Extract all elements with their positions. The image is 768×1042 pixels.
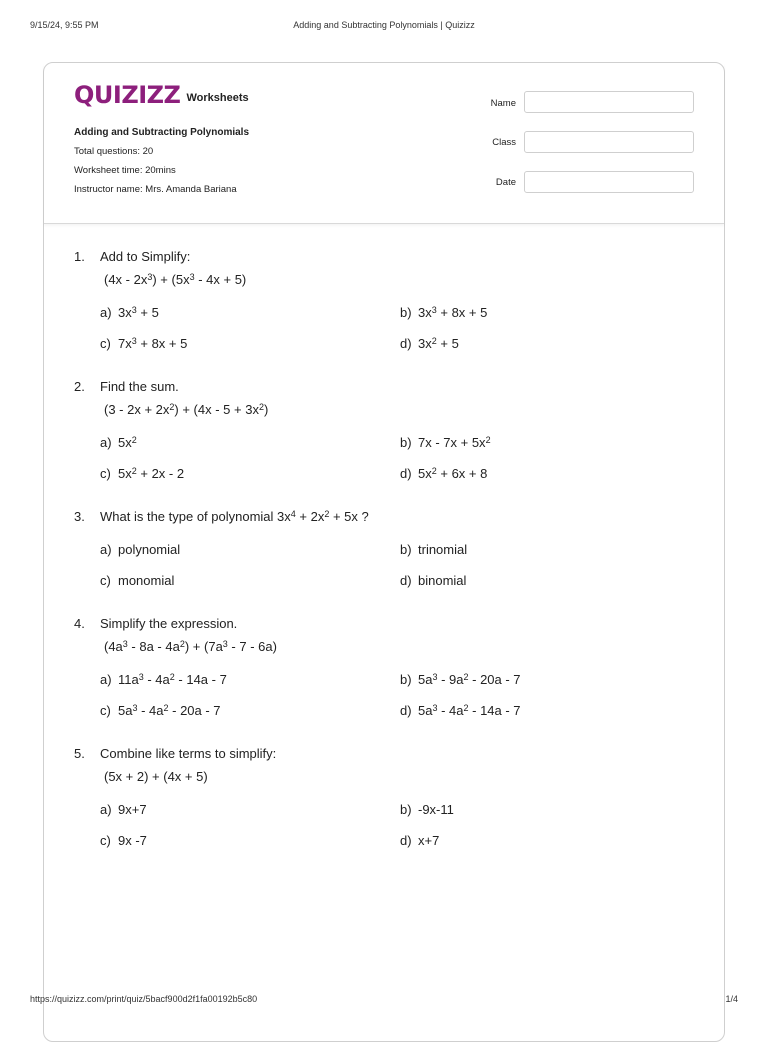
logo-subtitle: Worksheets xyxy=(186,92,249,104)
option-letter: d) xyxy=(400,703,412,718)
question-number: 2. xyxy=(74,379,85,394)
option-letter: b) xyxy=(400,802,412,817)
question-expression: $(3 - 2x + 2x^2) + (4x - 5 + 3x^2)$ xyxy=(104,402,269,417)
answer-option xyxy=(400,435,700,450)
date-label: Date xyxy=(495,177,516,188)
name-label: Name xyxy=(490,98,516,109)
question-line xyxy=(74,616,704,631)
answer-option xyxy=(100,466,400,481)
option-text: x+7 xyxy=(418,833,440,848)
answer-option xyxy=(100,833,400,848)
option-letter: a) xyxy=(100,802,112,817)
worksheet-header xyxy=(44,63,724,224)
option-letter: d) xyxy=(400,336,412,351)
worksheet-card xyxy=(43,62,725,1042)
option-letter: a) xyxy=(100,672,112,687)
answer-option xyxy=(100,672,400,687)
option-text: -9x-11 xyxy=(418,802,454,817)
worksheet-meta xyxy=(74,127,249,203)
question-expression: $(4a^3 - 8a - 4a^2) + (7a^3 - 7 - 6a)$ xyxy=(104,639,277,654)
option-letter: c) xyxy=(100,336,111,351)
option-text: $5x^2 + 2x - 2$ xyxy=(118,466,185,481)
option-text: 9x+7 xyxy=(118,802,147,817)
print-footer xyxy=(30,994,738,1004)
answer-option xyxy=(400,833,700,848)
option-text: $3x^3 + 5$ xyxy=(118,305,159,320)
answer-options xyxy=(100,435,704,481)
option-letter: b) xyxy=(400,672,412,687)
option-letter: c) xyxy=(100,833,111,848)
option-letter: b) xyxy=(400,435,412,450)
option-letter: c) xyxy=(100,703,111,718)
answer-option xyxy=(400,336,700,351)
option-text: polynomial xyxy=(118,542,181,557)
question-line xyxy=(74,249,704,264)
answer-options xyxy=(100,672,704,718)
question-number: 3. xyxy=(74,509,85,524)
option-letter: a) xyxy=(100,435,112,450)
worksheet-time: Worksheet time: 20mins xyxy=(74,165,176,176)
question-number: 4. xyxy=(74,616,85,631)
question-line xyxy=(74,379,704,394)
worksheet-title: Adding and Subtracting Polynomials xyxy=(74,127,250,138)
answer-option xyxy=(400,542,700,557)
option-text: $5x^2 + 6x + 8$ xyxy=(418,466,488,481)
answer-option xyxy=(400,466,700,481)
page-number: 1/4 xyxy=(725,994,738,1004)
quizizz-logo xyxy=(74,83,249,107)
option-text: $5a^3 - 4a^2 - 14a - 7$ xyxy=(418,703,521,718)
option-text: $7x - 7x + 5x^2$ xyxy=(418,435,491,450)
option-text: $11a^3 - 4a^2 - 14a - 7$ xyxy=(118,672,227,687)
option-text: 9x -7 xyxy=(118,833,147,848)
answer-option xyxy=(100,703,400,718)
question-5 xyxy=(74,746,704,848)
answer-option xyxy=(400,802,700,817)
option-letter: d) xyxy=(400,833,412,848)
print-url: https://quizizz.com/print/quiz/5bacf900d2f1fa00192b5c80 xyxy=(30,994,258,1004)
answer-option xyxy=(100,435,400,450)
print-page-title: Adding and Subtracting Polynomials | Quizizz xyxy=(293,20,475,30)
question-line xyxy=(74,746,704,761)
option-text: $3x^2 + 5$ xyxy=(418,336,459,351)
print-header xyxy=(30,20,738,30)
answer-options xyxy=(100,802,704,848)
total-questions: Total questions: 20 xyxy=(74,146,154,157)
option-letter: a) xyxy=(100,305,112,320)
answer-option xyxy=(100,542,400,557)
option-letter: c) xyxy=(100,466,111,481)
question-4 xyxy=(74,616,704,718)
option-text: $3x^3 + 8x + 5$ xyxy=(418,305,488,320)
question-expression: $(4x - 2x^3) + (5x^3 - 4x + 5)$ xyxy=(104,272,247,287)
option-text: $7x^3 + 8x + 5$ xyxy=(118,336,188,351)
option-text: $5x^2$ xyxy=(118,435,137,450)
question-2 xyxy=(74,379,704,481)
question-text: Add to Simplify: xyxy=(100,249,191,264)
question-number: 1. xyxy=(74,249,85,264)
question-text: Simplify the expression. xyxy=(100,616,238,631)
class-field[interactable] xyxy=(524,131,694,153)
option-letter: d) xyxy=(400,573,412,588)
question-text: Find the sum. xyxy=(100,379,179,394)
option-letter: b) xyxy=(400,542,412,557)
option-letter: c) xyxy=(100,573,111,588)
answer-option xyxy=(400,573,700,588)
answer-option xyxy=(400,703,700,718)
option-letter: a) xyxy=(100,542,112,557)
class-label: Class xyxy=(492,137,516,148)
answer-option xyxy=(400,672,700,687)
option-text: binomial xyxy=(418,573,467,588)
option-text: $5a^3 - 4a^2 - 20a - 7$ xyxy=(118,703,221,718)
option-text: trinomial xyxy=(418,542,468,557)
option-letter: b) xyxy=(400,305,412,320)
question-line xyxy=(74,509,704,524)
option-letter: d) xyxy=(400,466,412,481)
question-3 xyxy=(74,509,704,588)
logo-wordmark: QUIZIZZ xyxy=(74,81,181,109)
answer-option xyxy=(100,573,400,588)
answer-option xyxy=(400,305,700,320)
question-list xyxy=(74,249,704,876)
answer-option xyxy=(100,305,400,320)
question-number: 5. xyxy=(74,746,85,761)
answer-options xyxy=(100,305,704,351)
option-text: $5a^3 - 9a^2 - 20a - 7$ xyxy=(418,672,521,687)
answer-options xyxy=(100,542,704,588)
question-text: What is the type of polynomial $3x^4 + 2x^2 + 5x$ ? xyxy=(100,509,369,524)
answer-option xyxy=(100,336,400,351)
question-text: Combine like terms to simplify: xyxy=(100,746,277,761)
question-expression: (5x + 2) + (4x + 5) xyxy=(104,769,208,784)
question-1 xyxy=(74,249,704,351)
date-field[interactable] xyxy=(524,171,694,193)
answer-option xyxy=(100,802,400,817)
instructor-name: Instructor name: Mrs. Amanda Bariana xyxy=(74,184,237,195)
print-datetime: 9/15/24, 9:55 PM xyxy=(30,20,99,30)
name-field[interactable] xyxy=(524,91,694,113)
option-text: monomial xyxy=(118,573,175,588)
